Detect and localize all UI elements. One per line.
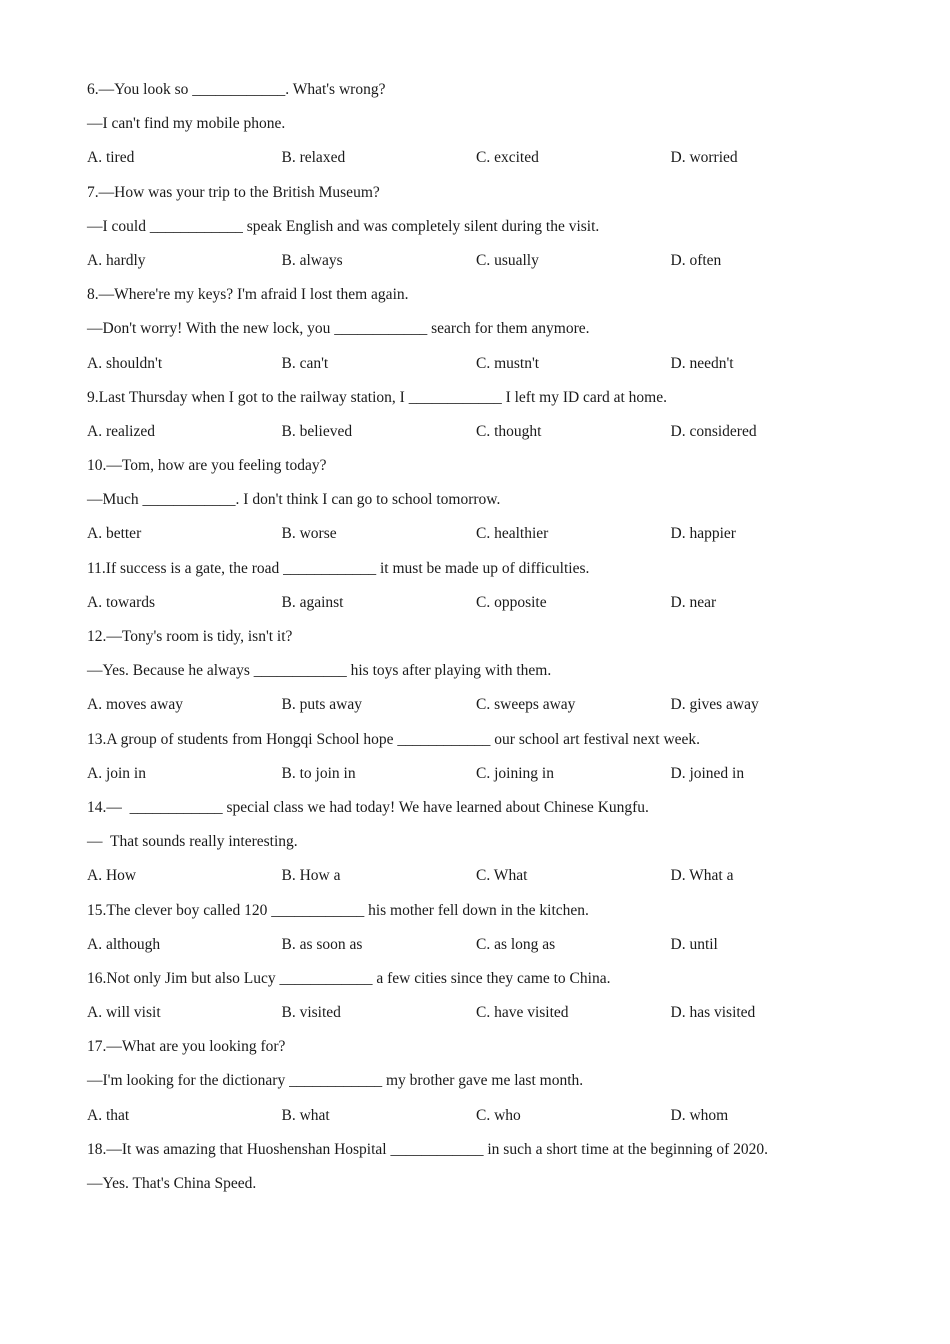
option-a: A. shouldn't	[87, 354, 163, 372]
question-17-reply: —I'm looking for the dictionary ____________ my brother gave me last month.	[87, 1072, 584, 1090]
question-list	[87, 79, 867, 1207]
option-a: A. will visit	[87, 1004, 161, 1022]
question-9-stem: 9.Last Thursday when I got to the railway station, I ____________ I left my ID card at home.	[87, 388, 667, 406]
option-d: D. happier	[670, 525, 736, 543]
question-14-stem: 14.— ____________ special class we had today! We have learned about Chinese Kungfu.	[87, 798, 649, 816]
question-17-stem: 17.—What are you looking for?	[87, 1038, 286, 1056]
question-14-options	[87, 865, 867, 899]
question-13-stem: 13.A group of students from Hongqi School hope ____________ our school art festival next week.	[87, 730, 701, 748]
option-b: B. what	[281, 1106, 330, 1124]
option-c: C. healthier	[476, 525, 549, 543]
question-15-stem: 15.The clever boy called 120 ____________ his mother fell down in the kitchen.	[87, 901, 589, 919]
option-a: A. towards	[87, 593, 156, 611]
option-a: A. tired	[87, 149, 135, 167]
question-7-options	[87, 250, 867, 284]
option-c: C. opposite	[476, 593, 547, 611]
option-a: A. join in	[87, 764, 146, 782]
question-16-stem: 16.Not only Jim but also Lucy ____________ a few cities since they came to China.	[87, 969, 611, 987]
option-a: A. that	[87, 1106, 130, 1124]
option-d: D. near	[670, 593, 717, 611]
option-d: D. considered	[670, 422, 757, 440]
option-c: C. excited	[476, 149, 539, 167]
question-9-options	[87, 421, 867, 455]
question-12-options	[87, 694, 867, 728]
option-d: D. joined in	[670, 764, 745, 782]
option-b: B. visited	[281, 1004, 341, 1022]
option-d: D. gives away	[670, 696, 759, 714]
option-a: A. How	[87, 867, 137, 885]
option-b: B. How a	[281, 867, 341, 885]
option-a: A. moves away	[87, 696, 183, 714]
option-d: D. worried	[670, 149, 738, 167]
option-b: B. puts away	[281, 696, 363, 714]
option-b: B. always	[281, 251, 343, 269]
question-18-stem: 18.—It was amazing that Huoshenshan Hospital ____________ in such a short time at the beginning of 2020.	[87, 1140, 769, 1158]
question-10-options	[87, 523, 867, 557]
option-c: C. have visited	[476, 1004, 569, 1022]
option-c: C. as long as	[476, 935, 556, 953]
option-c: C. joining in	[476, 764, 554, 782]
question-15-options	[87, 934, 867, 968]
option-a: A. hardly	[87, 251, 146, 269]
question-6-stem: 6.—You look so ____________. What's wrong?	[87, 81, 386, 98]
option-b: B. against	[281, 593, 344, 611]
option-b: B. believed	[281, 422, 353, 440]
question-8-stem: 8.—Where're my keys? I'm afraid I lost them again.	[87, 286, 409, 304]
option-d: D. often	[670, 251, 722, 269]
option-c: C. who	[476, 1106, 521, 1124]
option-b: B. to join in	[281, 764, 356, 782]
option-c: C. mustn't	[476, 354, 540, 372]
option-a: A. although	[87, 935, 161, 953]
question-6-options	[87, 147, 867, 181]
option-b: B. can't	[281, 354, 329, 372]
question-16-options	[87, 1002, 867, 1036]
question-12-reply: —Yes. Because he always ____________ his toys after playing with them.	[87, 662, 552, 680]
option-c: C. thought	[476, 422, 542, 440]
option-a: A. better	[87, 525, 142, 543]
option-d: D. What a	[670, 867, 734, 885]
question-11-stem: 11.If success is a gate, the road ____________ it must be made up of difficulties.	[87, 559, 590, 577]
option-c: C. What	[476, 867, 528, 885]
question-12-stem: 12.—Tony's room is tidy, isn't it?	[87, 628, 293, 645]
option-b: B. as soon as	[281, 935, 363, 953]
question-17-options	[87, 1105, 867, 1139]
question-10-reply: —Much ____________. I don't think I can go to school tomorrow.	[87, 491, 501, 509]
question-14-reply: — That sounds really interesting.	[87, 833, 298, 851]
option-b: B. worse	[281, 525, 337, 543]
question-7-stem: 7.—How was your trip to the British Museum?	[87, 183, 380, 201]
question-7-reply: —I could ____________ speak English and was completely silent during the visit.	[87, 217, 600, 235]
question-8-options	[87, 353, 867, 387]
question-11-options	[87, 592, 867, 626]
option-c: C. usually	[476, 251, 539, 269]
option-d: D. needn't	[670, 354, 734, 372]
question-18-reply: —Yes. That's China Speed.	[87, 1175, 257, 1192]
question-13-options	[87, 763, 867, 797]
option-d: D. until	[670, 935, 718, 953]
option-b: B. relaxed	[281, 149, 346, 167]
option-d: D. has visited	[670, 1004, 756, 1022]
option-c: C. sweeps away	[476, 696, 576, 714]
question-10-stem: 10.—Tom, how are you feeling today?	[87, 457, 327, 475]
question-6-reply: —I can't find my mobile phone.	[87, 115, 286, 133]
question-8-reply: —Don't worry! With the new lock, you ____________ search for them anymore.	[87, 320, 590, 338]
option-d: D. whom	[670, 1106, 729, 1124]
option-a: A. realized	[87, 422, 155, 440]
